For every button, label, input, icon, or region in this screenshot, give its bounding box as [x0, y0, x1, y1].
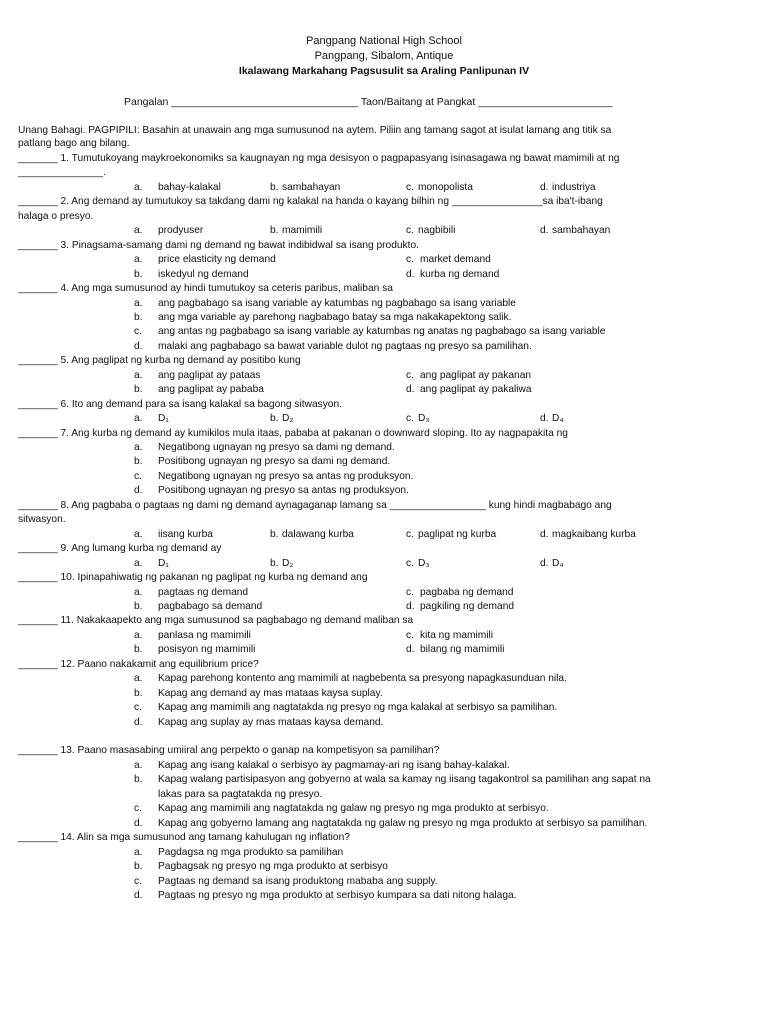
option-text: pagtaas ng demand — [158, 586, 249, 598]
option-text: industriya — [552, 181, 596, 193]
option-text: sambahayan — [552, 225, 611, 237]
option-letter: d. — [540, 225, 549, 237]
option-text: iisang kurba — [158, 528, 213, 540]
question-stem-continued: halaga o presyo. — [18, 210, 94, 222]
option-text: D₄ — [552, 557, 564, 569]
option-text: kurba ng demand — [420, 268, 500, 280]
option-letter: c. — [134, 875, 142, 887]
option-text: D₂ — [282, 557, 294, 569]
option-letter: b. — [270, 181, 279, 193]
option-letter: a. — [134, 586, 143, 598]
option-letter: d. — [540, 413, 549, 425]
option-text: Pagbagsak ng presyo ng mga produkto at serbisyo — [158, 861, 388, 873]
option-letter: a. — [134, 254, 143, 266]
option-letter: d. — [406, 644, 415, 656]
name-section-line: Pangalan ________________________________ Taon/Baitang at Pangkat _______________________ — [124, 96, 613, 108]
option-letter: c. — [406, 528, 414, 540]
option-text: D₁ — [158, 557, 169, 569]
question-stem: _______ 2. Ang demand ay tumutukoy sa takdang dami ng kalakal na handa o kayang bilhin ng ________________sa iba't-ibang — [18, 196, 603, 208]
option-text: ang mga variable ay parehong nagbabago batay sa mga nakakapektong salik. — [158, 311, 512, 323]
question-stem-continued: _______________. — [18, 167, 106, 179]
option-text: paglipat ng kurba — [418, 528, 497, 540]
question-stem: _______ 9. Ang lumang kurba ng demand ay — [18, 543, 222, 555]
option-letter: a. — [134, 442, 143, 453]
option-text: D₃ — [418, 557, 430, 569]
option-text: Pagtaas ng presyo ng mga produkto at serbisyo kumpara sa dati nitong halaga. — [158, 889, 517, 901]
option-text: prodyuser — [158, 225, 204, 237]
option-letter: d. — [134, 889, 143, 901]
option-letter: a. — [134, 846, 143, 858]
option-letter: a. — [134, 297, 143, 309]
option-text: D₄ — [552, 413, 564, 425]
question-stem: _______ 5. Ang paglipat ng kurba ng demand ay positibo kung — [18, 355, 301, 367]
option-letter: a. — [134, 673, 143, 685]
option-text: Kapag parehong kontento ang mamimili at nagbebenta sa presyong napagkasunduan nila. — [158, 673, 567, 685]
option-letter: a. — [134, 413, 143, 425]
option-letter: d. — [134, 817, 143, 829]
option-letter: b. — [134, 456, 143, 468]
option-text: monopolista — [418, 181, 473, 193]
option-text: Kapag walang partisipasyon ang gobyerno at wala sa kamay ng iisang tagakontrol sa pamilihan ang sapat na — [158, 774, 651, 786]
option-text: D₃ — [418, 413, 430, 425]
option-letter: c. — [406, 629, 414, 641]
option-letter: a. — [134, 759, 143, 771]
question-stem: _______ 14. Alin sa mga sumusunod ang tamang kahulugan ng inflation? — [18, 832, 350, 844]
option-letter: b. — [134, 268, 143, 280]
option-letter: c. — [406, 369, 414, 381]
option-letter: b. — [134, 774, 143, 786]
option-text: ang paglipat ay pakaliwa — [420, 384, 532, 396]
option-text: ang pagbabago sa isang variable ay katumbas ng pagbabago sa isang variable — [158, 297, 516, 309]
option-text: Positibong ugnayan ng presyo sa antas ng produksyon. — [158, 485, 409, 497]
option-letter: c. — [406, 181, 414, 193]
option-text: Kapag ang mamimili ang nagtatakda ng presyo ng mga kalakal at serbisyo sa pamilihan. — [158, 702, 558, 714]
option-letter: b. — [270, 557, 279, 569]
option-letter: b. — [270, 225, 279, 237]
question-stem: _______ 1. Tumutukoyang maykroekonomiks sa kaugnayan ng mga desisyon o pagpapasyang isinasagawa ng bawat mamimili at ng — [18, 153, 620, 164]
option-text: Pagdagsa ng mga produkto sa pamilihan — [158, 846, 344, 858]
option-letter: a. — [134, 369, 143, 381]
option-letter: d. — [134, 716, 143, 728]
option-letter: c. — [406, 254, 414, 266]
option-text: D₂ — [282, 413, 294, 425]
question-stem: _______ 4. Ang mga sumusunod ay hindi tumutukoy sa ceteris paribus, maliban sa — [18, 283, 393, 295]
option-letter: d. — [540, 557, 549, 569]
option-letter: b. — [134, 384, 143, 396]
option-letter: c. — [134, 702, 142, 714]
question-stem-continued: sitwasyon. — [18, 514, 66, 526]
option-text: Kapag ang mamimili ang nagtatakda ng galaw ng presyo ng mga produkto at serbisyo. — [158, 803, 549, 815]
option-letter: c. — [406, 557, 414, 569]
option-letter: c. — [134, 803, 142, 815]
option-letter: b. — [270, 413, 279, 425]
option-letter: d. — [540, 528, 549, 540]
option-letter: c. — [406, 225, 414, 237]
option-text: Negatibong ugnayan ng presyo sa antas ng produksyon. — [158, 470, 414, 482]
option-text: Kapag ang demand ay mas mataas kaysa suplay. — [158, 687, 383, 699]
option-letter: b. — [270, 528, 279, 540]
option-letter: a. — [134, 181, 143, 193]
option-text: panlasa ng mamimili — [158, 629, 251, 641]
option-text: sambahayan — [282, 181, 341, 193]
option-text: market demand — [420, 254, 491, 266]
option-text: Kapag ang suplay ay mas mataas kaysa demand. — [158, 716, 384, 728]
question-stem: _______ 13. Paano masasabing umiiral ang perpekto o ganap na kompetisyon sa pamilihan? — [18, 745, 440, 757]
question-stem: _______ 7. Ang kurba ng demand ay kumikilos mula itaas, pababa at pakanan o downward sloping. Ito ay nagpapakita ng — [18, 427, 568, 439]
option-letter: b. — [134, 644, 143, 656]
option-letter: d. — [406, 600, 415, 612]
option-text: mamimili — [282, 225, 323, 237]
option-letter: d. — [540, 181, 549, 193]
question-stem: _______ 6. Ito ang demand para sa isang kalakal sa bagong sitwasyon. — [18, 398, 342, 410]
option-text: nagbibili — [418, 225, 456, 237]
option-letter: b. — [134, 861, 143, 873]
option-text: Kapag ang gobyerno lamang ang nagtatakda ng galaw ng presyo ng mga produkto at serbisyo sa pamilihan. — [158, 817, 648, 829]
option-letter: c. — [134, 326, 142, 338]
option-text: ang paglipat ay pakanan — [420, 369, 532, 381]
option-text: lakas para sa pagtatakda ng presyo. — [158, 788, 323, 800]
option-letter: d. — [134, 485, 143, 497]
option-text: pagbabago sa demand — [158, 600, 263, 612]
option-text: iskedyul ng demand — [158, 268, 249, 280]
option-letter: a. — [134, 225, 143, 237]
exam-title: Ikalawang Markahang Pagsusulit sa Araling Panlipunan IV — [238, 65, 530, 77]
option-letter: d. — [134, 340, 143, 352]
option-text: bilang ng mamimili — [420, 644, 505, 656]
school-address: Pangpang, Sibalom, Antique — [314, 50, 454, 62]
option-text: malaki ang pagbabago sa bawat variable dulot ng pagtaas ng presyo sa pamilihan. — [158, 340, 532, 352]
option-letter: c. — [406, 413, 414, 425]
option-letter: c. — [134, 470, 142, 482]
option-letter: a. — [134, 629, 143, 641]
option-letter: a. — [134, 557, 143, 569]
option-letter: b. — [134, 311, 143, 323]
option-text: bahay-kalakal — [158, 181, 221, 193]
option-text: pagkiling ng demand — [420, 600, 515, 612]
option-letter: a. — [134, 528, 143, 540]
option-text: Kapag ang isang kalakal o serbisyo ay pagmamay-ari ng isang bahay-kalakal. — [158, 759, 510, 771]
option-text: price elasticity ng demand — [158, 254, 276, 266]
option-text: Positibong ugnayan ng presyo sa dami ng demand. — [158, 456, 391, 468]
instructions-line-2: patlang bago ang bilang. — [18, 138, 130, 149]
option-letter: c. — [406, 586, 414, 598]
option-letter: d. — [406, 384, 415, 396]
question-stem: _______ 10. Ipinapahiwatig ng pakanan ng paglipat ng kurba ng demand ang — [18, 572, 368, 584]
option-text: kita ng mamimili — [420, 629, 494, 641]
option-text: Negatibong ugnayan ng presyo sa dami ng demand. — [158, 442, 395, 453]
option-letter: b. — [134, 600, 143, 612]
option-text: Pagtaas ng demand sa isang produktong mababa ang supply. — [158, 875, 438, 887]
option-text: ang paglipat ay pataas — [158, 369, 261, 381]
option-text: posisyon ng mamimili — [158, 644, 256, 656]
option-text: magkaibang kurba — [552, 528, 636, 540]
question-stem: _______ 11. Nakakaapekto ang mga sumusunod sa pagbabago ng demand maliban sa — [18, 615, 414, 627]
option-text: dalawang kurba — [282, 528, 354, 540]
option-letter: d. — [406, 268, 415, 280]
question-stem: _______ 3. Pinagsama-samang dami ng demand ng bawat indibidwal sa isang produkto. — [18, 239, 419, 251]
option-letter: b. — [134, 687, 143, 699]
question-stem: _______ 12. Paano nakakamit ang equilibrium price? — [18, 658, 259, 670]
option-text: D₁ — [158, 413, 169, 425]
option-text: pagbaba ng demand — [420, 586, 514, 598]
question-stem: _______ 8. Ang pagbaba o pagtaas ng dami ng demand aynagaganap lamang sa _________________ kung hindi magbabago ang — [18, 499, 612, 511]
instructions-line-1: Unang Bahagi. PAGPIPILI: Basahin at unawain ang mga sumusunod na aytem. Piliin ang tamang sagot at isulat lamang ang titik sa — [18, 125, 612, 136]
school-name: Pangpang National High School — [306, 35, 462, 47]
option-text: ang antas ng pagbabago sa isang variable ay katumbas ng anatas ng pagbabago sa isang variable — [158, 326, 606, 338]
option-text: ang paglipat ay pababa — [158, 384, 264, 396]
